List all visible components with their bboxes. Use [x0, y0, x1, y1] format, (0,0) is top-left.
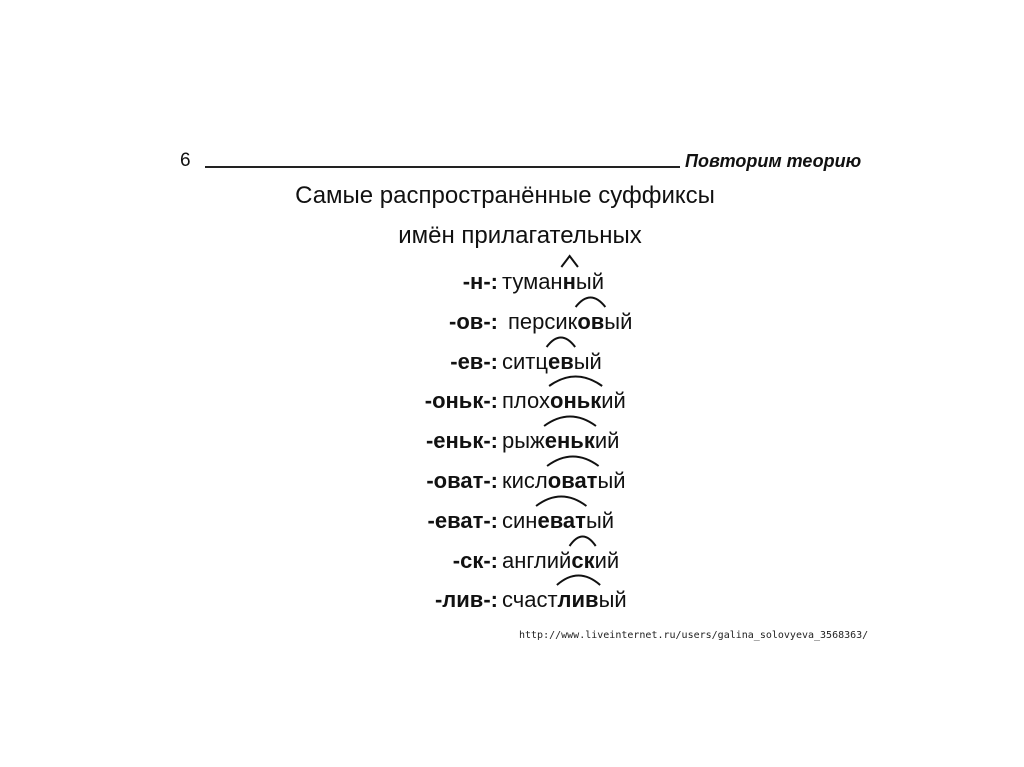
- example-word: [502, 268, 604, 296]
- suffix-row: [340, 503, 720, 543]
- word-suffix: [545, 427, 595, 455]
- suffix-arc-mark: [556, 572, 601, 586]
- word-stem: плох: [502, 388, 550, 414]
- suffix-row: [340, 383, 720, 423]
- example-word: [508, 308, 632, 336]
- example-word: [502, 427, 619, 455]
- word-suffix-text: ев: [547, 348, 574, 374]
- suffix-label: -лив-:: [434, 587, 498, 613]
- section-title: Повторим теорию: [685, 151, 862, 171]
- suffix-row: [340, 582, 720, 622]
- suffix-arc-mark: [546, 334, 576, 348]
- suffix-label: -еват-:: [427, 507, 498, 533]
- suffix-row: [340, 264, 720, 304]
- word-stem: ситц: [502, 348, 548, 374]
- word-suffix: [563, 268, 576, 296]
- word-suffix-text: лив: [557, 587, 599, 613]
- suffix-arc-mark: [561, 254, 578, 268]
- word-suffix: [537, 507, 585, 535]
- word-stem: счаст: [502, 587, 558, 613]
- example-word: [502, 507, 614, 535]
- example-word: [502, 547, 619, 575]
- word-stem: син: [502, 507, 538, 533]
- word-suffix-text: ов: [577, 308, 605, 334]
- word-suffix-text: еньк: [544, 428, 595, 454]
- suffix-row: [340, 344, 720, 384]
- word-suffix-text: ск: [571, 547, 595, 573]
- page-title-line-1: Самые распространённые суффиксы: [295, 182, 715, 209]
- word-ending: ый: [598, 587, 627, 613]
- suffix-label: -еньк-:: [425, 428, 498, 454]
- suffix-arc-mark: [569, 533, 596, 547]
- suffix-row: [340, 423, 720, 463]
- word-ending: ый: [604, 308, 633, 334]
- word-suffix: [548, 348, 574, 376]
- word-stem: персик: [508, 308, 578, 334]
- suffix-arc-mark: [546, 453, 600, 467]
- suffix-arc-mark: [535, 493, 587, 507]
- word-suffix-text: оньк: [550, 388, 602, 414]
- word-ending: ий: [594, 547, 620, 573]
- suffix-row: [340, 463, 720, 503]
- example-word: [502, 586, 627, 614]
- word-ending: ий: [601, 388, 626, 414]
- suffix-label: -н-:: [462, 269, 498, 294]
- word-ending: ый: [585, 507, 615, 533]
- example-word: [502, 387, 626, 415]
- word-suffix: [550, 387, 601, 415]
- source-url: http://www.liveinternet.ru/users/galina_solovyeva_3568363/: [519, 630, 869, 641]
- word-stem: кисл: [502, 467, 548, 493]
- suffix-arc-mark: [575, 294, 606, 308]
- word-suffix-text: н: [562, 269, 576, 294]
- word-suffix: [577, 308, 604, 336]
- word-stem: рыж: [502, 428, 545, 454]
- suffix-label: -ов-:: [449, 308, 498, 334]
- suffix-label: -ев-:: [450, 348, 498, 374]
- suffix-row: [340, 543, 720, 583]
- word-suffix: [548, 467, 598, 495]
- word-stem: англий: [502, 547, 572, 573]
- word-ending: ый: [573, 348, 602, 374]
- example-word: [502, 348, 602, 376]
- suffix-list: [340, 264, 720, 622]
- header-rule: [205, 166, 680, 168]
- suffix-arc-mark: [543, 413, 597, 427]
- suffix-arc-mark: [548, 373, 603, 387]
- word-ending: ый: [575, 269, 604, 294]
- word-ending: ий: [594, 428, 620, 454]
- word-suffix-text: оват: [547, 467, 598, 493]
- word-suffix-text: еват: [537, 507, 586, 533]
- suffix-label: -оват-:: [426, 467, 498, 493]
- word-suffix: [558, 586, 599, 614]
- word-suffix: [571, 547, 594, 575]
- suffix-row: [340, 304, 720, 344]
- page-title-line-2: имён прилагательных: [398, 222, 642, 249]
- example-word: [502, 467, 626, 495]
- word-ending: ый: [597, 467, 626, 493]
- suffix-label: -оньк-:: [424, 388, 498, 414]
- page-number: 6: [180, 150, 191, 171]
- word-stem: туман: [502, 269, 563, 294]
- suffix-label: -ск-:: [452, 547, 498, 573]
